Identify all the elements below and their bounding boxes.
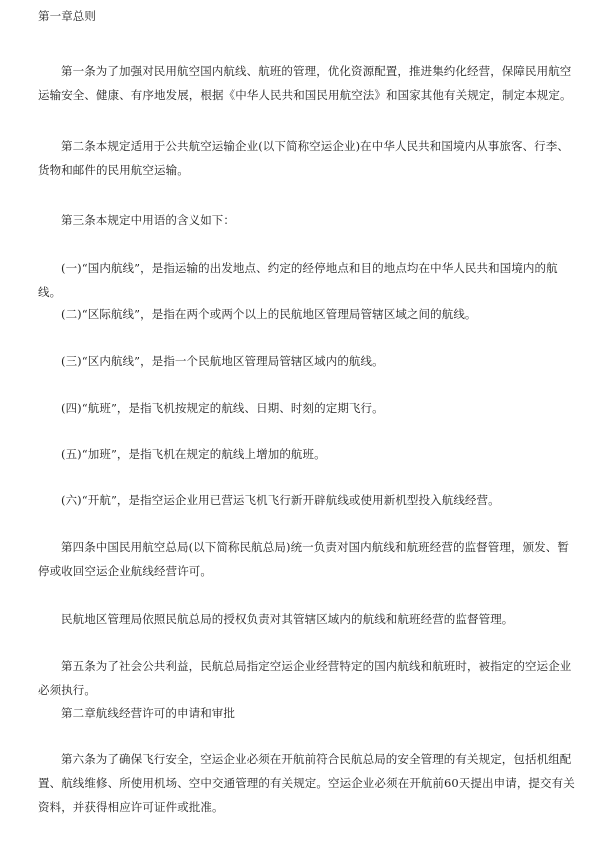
chapter-1-heading: 第一章总则 (38, 9, 96, 23)
article-5: 第五条为了社会公共利益，民航总局指定空运企业经营特定的国内航线和航班时，被指定的空运企业必须执行。 (38, 659, 572, 697)
definition-4: (四)“航班”，是指飞机按规定的航线、日期、时刻的定期飞行。 (61, 401, 384, 415)
definition-2: (二)“区际航线”，是指在两个或两个以上的民航地区管理局管辖区域之间的航线。 (61, 307, 477, 321)
article-4-paragraph-2: 民航地区管理局依照民航总局的授权负责对其管辖区域内的航线和航班经营的监督管理。 (61, 612, 514, 626)
article-2: 第二条本规定适用于公共航空运输企业(以下简称空运企业)在中华人民共和国境内从事旅客、行李、货物和邮件的民用航空运输。 (38, 139, 569, 177)
definition-1: (一)“国内航线”，是指运输的出发地点、约定的经停地点和目的地点均在中华人民共和国境内的航线。 (38, 261, 558, 299)
definition-3: (三)“区内航线”，是指一个民航地区管理局管辖区域内的航线。 (61, 354, 384, 368)
article-3: 第三条本规定中用语的含义如下： (61, 213, 235, 227)
chapter-2-heading: 第二章航线经营许可的申请和审批 (61, 706, 235, 720)
article-4: 第四条中国民用航空总局(以下简称民航总局)统一负责对国内航线和航班经营的监督管理，颁发、暂停或收回空运企业航线经营许可。 (38, 540, 569, 578)
article-1: 第一条为了加强对民用航空国内航线、航班的管理，优化资源配置，推进集约化经营，保障民用航空运输安全、健康、有序地发展，根据《中华人民共和国民用航空法》和国家其他有关规定，制定本规定。 (38, 64, 572, 102)
article-6: 第六条为了确保飞行安全，空运企业必须在开航前符合民航总局的安全管理的有关规定，包括机组配置、航线维修、所使用机场、空中交通管理的有关规定。空运企业必须在开航前60天提出申请，提交有关资料，并获得相应许可证件或批准。 (38, 752, 575, 814)
definition-6: (六)“开航”，是指空运企业用已营运飞机飞行新开辟航线或使用新机型投入航线经营。 (61, 493, 500, 507)
definition-5: (五)“加班”，是指飞机在规定的航线上增加的航班。 (61, 447, 326, 461)
